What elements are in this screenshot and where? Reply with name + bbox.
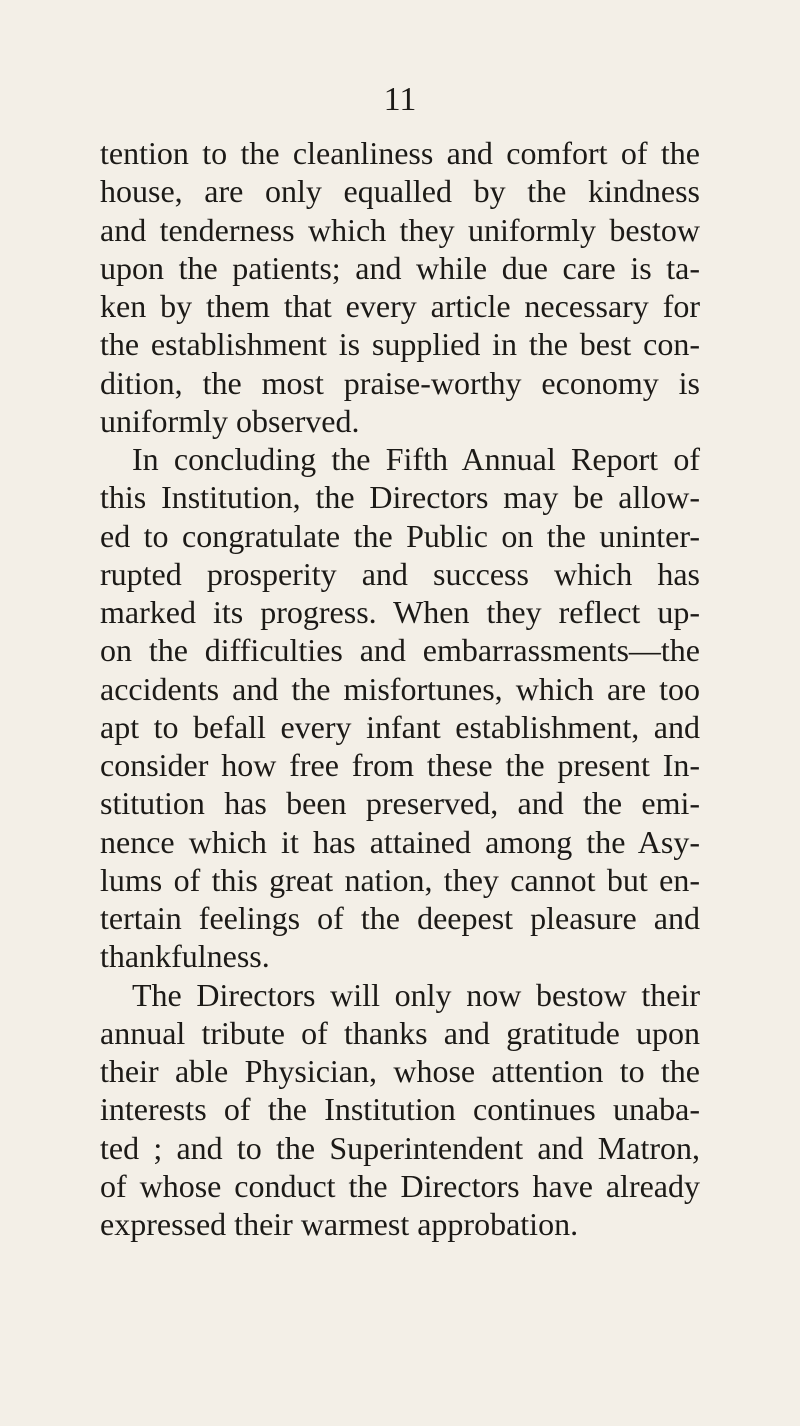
text-line: tertain feelings of the deepest pleasure and (100, 900, 700, 936)
text-line: upon the patients; and while due care is ta- (100, 249, 700, 286)
text-line: ken by them that every article necessary for (100, 288, 700, 324)
text-line: uniformly observed. (100, 402, 360, 439)
text-line: on the difficulties and embarrassments—the (100, 632, 700, 669)
text-line: The Directors will only now bestow their (132, 976, 700, 1013)
text-line: thankfulness. (100, 938, 270, 975)
text-line: and tenderness which they uniformly bestow (100, 211, 700, 248)
text-line: dition, the most praise-worthy economy is (100, 364, 700, 401)
page-number: 11 (383, 81, 417, 118)
text-line: ed to congratulate the Public on the uninter- (100, 517, 700, 554)
text-line: tention to the cleanliness and comfort of the (100, 135, 700, 171)
text-line: house, are only equalled by the kindness (100, 173, 700, 210)
text-line: their able Physician, whose attention to the (100, 1053, 700, 1089)
text-line: ted ; and to the Superintendent and Matron, (100, 1129, 700, 1166)
text-line: consider how free from these the present In- (100, 747, 700, 783)
text-line: lums of this great nation, they cannot but en- (100, 861, 700, 898)
text-line: apt to befall every infant establishment, and (100, 708, 700, 745)
text-line: In concluding the Fifth Annual Report of (132, 441, 700, 477)
body-text (100, 134, 700, 1243)
text-line: accidents and the misfortunes, which are too (100, 670, 700, 707)
text-line: of whose conduct the Directors have already (100, 1167, 700, 1204)
text-line: this Institution, the Directors may be allow- (100, 479, 700, 516)
text-line: marked its progress. When they reflect up- (100, 594, 700, 630)
text-line: nence which it has attained among the Asy- (100, 823, 700, 860)
text-line: annual tribute of thanks and gratitude upon (100, 1014, 700, 1051)
text-line: rupted prosperity and success which has (100, 555, 700, 592)
text-line: stitution has been preserved, and the emi- (100, 785, 700, 822)
text-line: interests of the Institution continues unaba- (100, 1091, 700, 1128)
text-line: the establishment is supplied in the best con- (100, 326, 700, 363)
text-line: expressed their warmest approbation. (100, 1206, 579, 1242)
